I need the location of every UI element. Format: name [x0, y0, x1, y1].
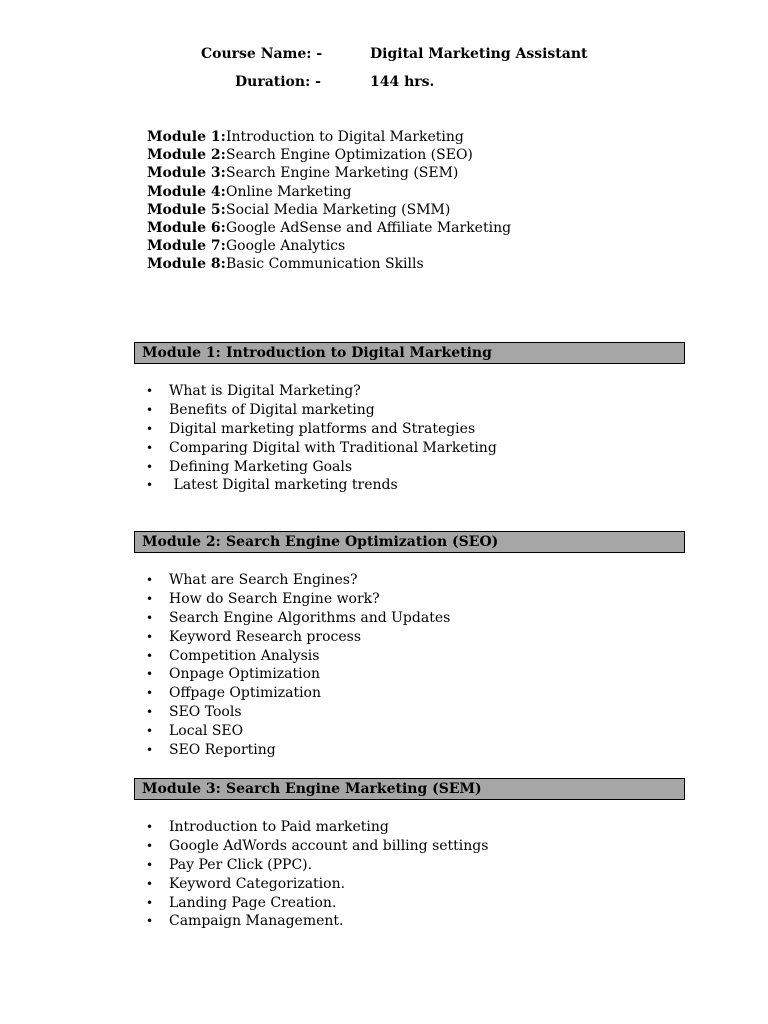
- duration-value: 144 hrs.: [370, 74, 435, 90]
- bullet-icon: •: [146, 384, 154, 398]
- outline-item-number: Module 3:: [147, 165, 226, 182]
- outline-item-title: Online Marketing: [226, 183, 352, 200]
- section-header-number: Module 1:: [142, 345, 221, 361]
- list-item-text: Landing Page Creation.: [169, 894, 337, 911]
- list-item-text: Comparing Digital with Traditional Marketing: [169, 439, 497, 456]
- list-item: [146, 818, 488, 837]
- list-item: [146, 912, 488, 931]
- list-item-text: Digital marketing platforms and Strategies: [169, 420, 476, 437]
- outline-item-number: Module 1:: [147, 129, 226, 145]
- list-item-text: Defining Marketing Goals: [169, 458, 353, 475]
- list-item: [146, 590, 450, 609]
- list-item-text: What is Digital Marketing?: [169, 383, 361, 399]
- list-item-text: Campaign Management.: [169, 913, 344, 930]
- course-name-value: Digital Marketing Assistant: [370, 46, 588, 62]
- outline-item: [147, 237, 511, 255]
- list-item: [146, 894, 488, 913]
- outline-item-number: Module 8:: [147, 256, 226, 273]
- list-item: [146, 571, 450, 590]
- outline-item: [147, 201, 511, 219]
- bullet-list-module-2: [146, 571, 450, 760]
- list-item-text: Local SEO: [169, 723, 244, 740]
- list-item-text: What are Search Engines?: [169, 572, 358, 588]
- list-item: [146, 420, 497, 439]
- outline-item: [147, 146, 511, 164]
- outline-item: [147, 219, 511, 237]
- list-item-text: Latest Digital marketing trends: [169, 477, 398, 494]
- list-item-text: Offpage Optimization: [169, 685, 321, 702]
- duration-row: [0, 74, 768, 92]
- bullet-icon: •: [146, 421, 154, 436]
- bullet-icon: •: [146, 667, 154, 682]
- list-item-text: Benefits of Digital marketing: [169, 401, 375, 418]
- section-header-title: Introduction to Digital Marketing: [226, 345, 492, 361]
- section-header-title: Search Engine Optimization (SEO): [226, 534, 499, 550]
- bullet-icon: •: [146, 820, 154, 834]
- list-item: [146, 647, 450, 666]
- outline-item-number: Module 4:: [147, 183, 226, 200]
- list-item: [146, 609, 450, 628]
- section-header-module-2: [134, 531, 685, 553]
- bullet-icon: •: [146, 724, 154, 739]
- course-name-label: Course Name: -: [201, 46, 323, 62]
- bullet-icon: •: [146, 895, 154, 910]
- list-item: [146, 439, 497, 458]
- bullet-icon: •: [146, 838, 154, 853]
- section-header-title: Search Engine Marketing (SEM): [226, 781, 482, 797]
- outline-item-number: Module 7:: [147, 238, 226, 255]
- outline-item-title: Search Engine Optimization (SEO): [226, 147, 473, 164]
- list-item: [146, 665, 450, 684]
- list-item-text: How do Search Engine work?: [169, 590, 380, 607]
- bullet-icon: •: [146, 573, 154, 587]
- list-item-text: SEO Tools: [169, 704, 242, 721]
- list-item: [146, 837, 488, 856]
- list-item: [146, 684, 450, 703]
- section-header-module-1: [134, 342, 685, 364]
- bullet-icon: •: [146, 648, 154, 663]
- outline-item: [147, 255, 511, 273]
- bullet-icon: •: [146, 402, 154, 417]
- list-item: [146, 401, 497, 420]
- list-item: [146, 875, 488, 894]
- list-item-text: Google AdWords account and billing settings: [169, 837, 489, 854]
- outline-item: [147, 128, 511, 146]
- bullet-icon: •: [146, 440, 154, 455]
- bullet-icon: •: [146, 459, 154, 474]
- bullet-icon: •: [146, 478, 154, 493]
- list-item-text: Competition Analysis: [169, 647, 320, 664]
- section-header-module-3: [134, 778, 685, 800]
- list-item-text: Keyword Categorization.: [169, 875, 346, 892]
- list-item-text: Onpage Optimization: [169, 666, 321, 683]
- list-item-text: SEO Reporting: [169, 742, 276, 759]
- outline-item-title: Google Analytics: [226, 238, 346, 255]
- outline-item-title: Google AdSense and Affiliate Marketing: [226, 219, 512, 236]
- bullet-list-module-3: [146, 818, 488, 931]
- list-item: [146, 722, 450, 741]
- list-item-text: Introduction to Paid marketing: [169, 819, 389, 835]
- outline-item-number: Module 2:: [147, 147, 226, 164]
- list-item-text: Keyword Research process: [169, 628, 362, 645]
- list-item: [146, 856, 488, 875]
- bullet-icon: •: [146, 610, 154, 625]
- duration-label: Duration: -: [235, 74, 321, 90]
- bullet-list-module-1: [146, 382, 497, 495]
- bullet-icon: •: [146, 857, 154, 872]
- list-item: [146, 628, 450, 647]
- bullet-icon: •: [146, 629, 154, 644]
- section-header-number: Module 2:: [142, 534, 221, 550]
- list-item: [146, 382, 497, 401]
- outline-item-number: Module 5:: [147, 201, 226, 218]
- bullet-icon: •: [146, 743, 154, 758]
- outline-item-title: Search Engine Marketing (SEM): [226, 165, 459, 182]
- bullet-icon: •: [146, 705, 154, 720]
- outline-item-title: Introduction to Digital Marketing: [226, 129, 464, 145]
- outline-item: [147, 183, 511, 201]
- bullet-icon: •: [146, 686, 154, 701]
- outline-item-title: Social Media Marketing (SMM): [226, 201, 451, 218]
- list-item: [146, 476, 497, 495]
- bullet-icon: •: [146, 591, 154, 606]
- list-item: [146, 703, 450, 722]
- bullet-icon: •: [146, 876, 154, 891]
- section-header-number: Module 3:: [142, 781, 221, 797]
- outline-item: [147, 164, 511, 182]
- module-outline: [147, 128, 511, 274]
- list-item-text: Pay Per Click (PPC).: [169, 856, 313, 873]
- list-item: [146, 741, 450, 760]
- course-name-row: [0, 46, 768, 64]
- outline-item-title: Basic Communication Skills: [226, 256, 424, 273]
- bullet-icon: •: [146, 914, 154, 929]
- list-item-text: Search Engine Algorithms and Updates: [169, 609, 451, 626]
- outline-item-number: Module 6:: [147, 219, 226, 236]
- list-item: [146, 458, 497, 477]
